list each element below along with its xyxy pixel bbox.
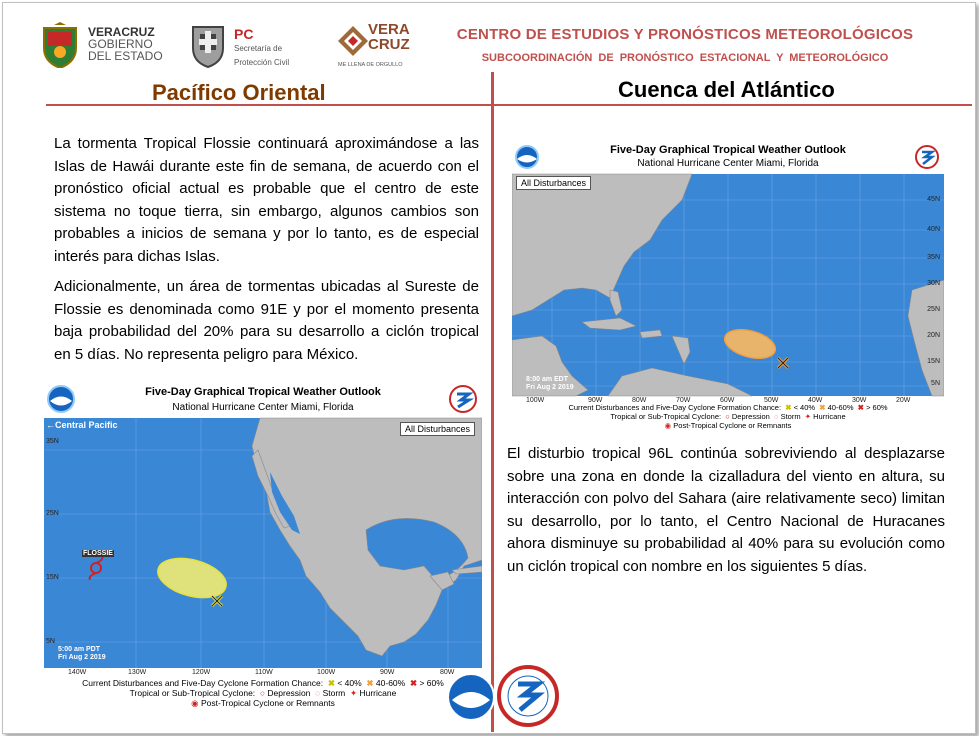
legend-hurricane: Hurricane <box>359 688 397 698</box>
pacific-timestamp-date: Fri Aug 2 2019 <box>58 654 106 661</box>
pacific-timestamp-time: 5:00 am PDT <box>58 646 101 653</box>
noaa-logo-icon <box>446 672 496 722</box>
atlantic-outlook-map <box>512 140 944 430</box>
atlantic-map-subtitle: National Hurricane Center Miami, Florida <box>637 158 819 169</box>
logo-pc-line2: Secretaría de <box>234 44 283 53</box>
veracruz-coat-of-arms-icon <box>40 22 80 68</box>
lat-label: 35N <box>46 438 59 445</box>
legend-storm: Storm <box>322 688 346 698</box>
pacific-all-disturbances-badge: All Disturbances <box>400 422 475 436</box>
nws-icon <box>914 144 940 170</box>
legend-label: Current Disturbances and Five-Day Cyclone Formation Chance: <box>82 678 324 688</box>
pacific-legend-cyclone: Tropical or Sub-Tropical Cyclone: ○ Depression ◌ Storm ✦ Hurricane <box>129 688 397 698</box>
header-logos <box>40 18 430 78</box>
logo-vc-line3: ME LLENA DE ORGULLO <box>338 62 403 68</box>
lon-label: 50W <box>764 397 779 404</box>
pacific-legend-chance: Current Disturbances and Five-Day Cyclone Formation Chance: ✖ < 40% ✖ 40-60% ✖ > 60% <box>82 678 444 688</box>
lat-label: 5N <box>46 638 55 645</box>
lon-label: 70W <box>676 397 691 404</box>
atlantic-timestamp <box>526 376 574 392</box>
lon-label: 90W <box>588 397 603 404</box>
proteccion-civil-logo <box>190 22 330 72</box>
logo-vc-line2: CRUZ <box>368 36 410 53</box>
lat-label: 25N <box>927 306 940 313</box>
legend-hurricane: Hurricane <box>813 412 846 421</box>
legend-label: Post-Tropical Cyclone or Remnants <box>200 698 335 708</box>
lat-label: 30N <box>927 280 940 287</box>
vertical-divider <box>491 72 494 732</box>
atlantic-timestamp-time: 8:00 am EDT <box>526 376 569 383</box>
legend-depression: Depression <box>731 412 770 421</box>
section-title-atlantico: Cuenca del Atlántico <box>618 77 835 102</box>
lon-label: 60W <box>720 397 735 404</box>
legend-label: Tropical or Sub-Tropical Cyclone: <box>129 688 256 698</box>
lon-label: 130W <box>128 669 147 676</box>
legend-high: > 60% <box>866 403 888 412</box>
legend-mid: 40-60% <box>827 403 854 412</box>
central-pacific-label: ←Central Pacific <box>46 420 118 430</box>
logo-pc-line1: PC <box>234 26 254 42</box>
atlantic-timestamp-date: Fri Aug 2 2019 <box>526 384 574 391</box>
noaa-icon <box>514 144 540 170</box>
logo-veracruz-line3: DEL ESTADO <box>88 49 163 63</box>
header-subtitle: SUBCOORDINACIÓN DE PRONÓSTICO ESTACIONAL Y METEOROLÓGICO <box>481 52 889 64</box>
legend-label: Tropical or Sub-Tropical Cyclone: <box>610 412 722 421</box>
lat-label: 35N <box>927 254 940 261</box>
lon-label: 30W <box>852 397 867 404</box>
pacific-map-title: Five-Day Graphical Tropical Weather Outlook <box>145 386 381 398</box>
lat-label: 20N <box>927 332 940 339</box>
lon-label: 80W <box>632 397 647 404</box>
lon-label: 140W <box>68 669 87 676</box>
lon-label: 40W <box>808 397 823 404</box>
logo-vc-line1: VERA <box>368 21 410 38</box>
legend-mid: 40-60% <box>375 678 406 688</box>
lat-label: 40N <box>927 226 940 233</box>
atlantic-legend-post: ◉ Post-Tropical Cyclone or Remnants <box>664 421 792 430</box>
lon-label: 110W <box>255 669 273 676</box>
lat-label: 15N <box>46 574 59 581</box>
flossie-label: FLOSSIE <box>83 550 113 557</box>
logo-pc-line3: Protección Civil <box>234 58 290 67</box>
lon-label: 20W <box>896 397 911 404</box>
pacific-timestamp <box>58 646 106 662</box>
lat-label: 45N <box>927 196 940 203</box>
lon-label: 90W <box>380 669 395 676</box>
lon-label: 120W <box>192 669 211 676</box>
legend-storm: Storm <box>780 412 801 421</box>
atlantic-legend-chance: Current Disturbances and Five-Day Cyclone Formation Chance: ✖ < 40% ✖ 40-60% ✖ > 60% <box>568 403 888 412</box>
header-title: CENTRO DE ESTUDIOS Y PRONÓSTICOS METEOROLÓGICOS <box>456 26 914 43</box>
legend-high: > 60% <box>419 678 444 688</box>
legend-label: Current Disturbances and Five-Day Cyclone Formation Chance: <box>568 403 782 412</box>
logo-veracruz-line1: VERACRUZ <box>88 25 155 39</box>
atlantic-map-title: Five-Day Graphical Tropical Weather Outlook <box>610 144 846 156</box>
logo-veracruz-line2: GOBIERNO <box>88 37 153 51</box>
lat-label: 15N <box>927 358 940 365</box>
lat-label: 5N <box>931 380 940 387</box>
veracruz-orgullo-logo <box>338 20 418 80</box>
noaa-icon <box>46 384 76 414</box>
nws-logo-icon <box>496 664 560 728</box>
lon-label: 80W <box>440 669 455 676</box>
atlantic-legend-cyclone: Tropical or Sub-Tropical Cyclone: ○ Depression ◌ Storm ✦ Hurricane <box>610 412 846 421</box>
orgullo-pattern-icon <box>338 26 368 56</box>
lon-label: 100W <box>526 397 545 404</box>
legend-label: Post-Tropical Cyclone or Remnants <box>673 421 792 430</box>
pacifico-paragraph-2: Adicionalmente, un área de tormentas ubicadas al Sureste de Flossie es denominada como 91E y por el momento presenta baja probabilidad del 20% para su desarrollo a ciclón tropical en 5 días. No representa peligro para México. <box>54 278 479 363</box>
lat-label: 25N <box>46 510 59 517</box>
legend-low: < 40% <box>793 403 816 412</box>
pc-shield-icon <box>190 22 226 68</box>
pacific-outlook-map <box>44 380 482 710</box>
legend-low: < 40% <box>337 678 362 688</box>
atlantic-all-disturbances-badge: All Disturbances <box>516 176 591 190</box>
pacific-map-subtitle: National Hurricane Center Miami, Florida <box>172 402 354 413</box>
pacifico-paragraph-1: La tormenta Tropical Flossie continuará aproximándose a las Islas de Hawái durante este fin de semana, de acuerdo con el pronóstico oficial actual es probable que el centro de este sistema no toque tierra, sin embargo, algunos cambios son probables a inicios de semana y por lo tanto, es de especial interés para dichas Islas. <box>54 135 479 265</box>
atlantico-paragraph: El disturbio tropical 96L continúa sobreviviendo al desplazarse sobre una zona en donde la cizalladura del viento en altura, su interacción con polvo del Sahara (aire relativamente seco) limitan su desarrollo, por lo tanto, el Centro Nacional de Huracanes ahora disminuye su probabilidad al 40% para su evolución como un ciclón tropical con nombre en los siguientes 5 días. <box>507 445 945 575</box>
lon-label: 100W <box>317 669 336 676</box>
legend-depression: Depression <box>267 688 311 698</box>
veracruz-government-logo <box>40 22 190 72</box>
pacific-legend-post: ◉ Post-Tropical Cyclone or Remnants <box>191 698 335 708</box>
section-title-pacifico: Pacífico Oriental <box>152 80 326 105</box>
nws-icon <box>448 384 478 414</box>
